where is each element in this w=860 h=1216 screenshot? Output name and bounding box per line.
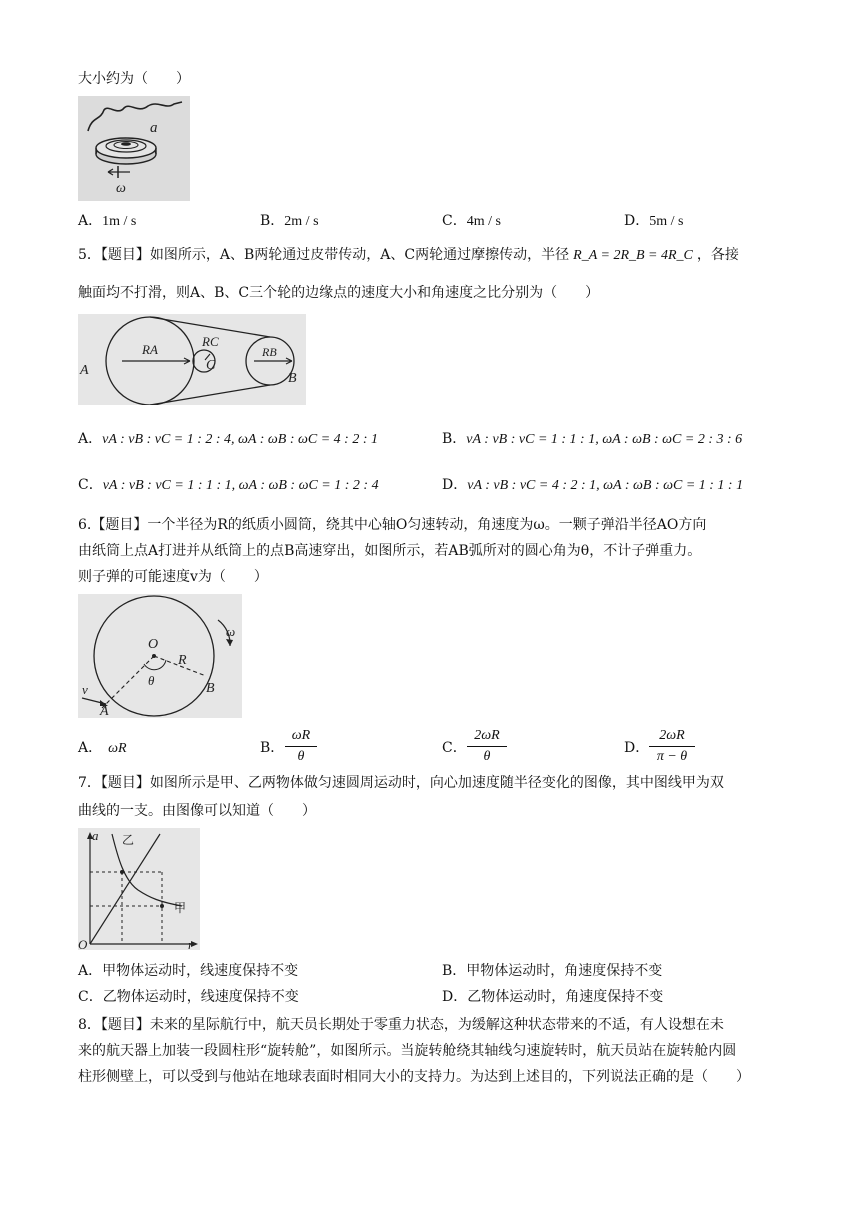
label-B: B [288,371,297,386]
label-A: A [100,704,109,718]
q7-stem-line1: 7．【题目】如图所示是甲、乙两物体做匀速圆周运动时，向心加速度随半径变化的图像，其中图线甲为双 [78,775,724,791]
q6-option-b-fraction: ωR θ [284,726,318,767]
q7-option-a: A．甲物体运动时，线速度保持不变 [78,963,299,979]
q6-option-c-label: C． [442,740,467,756]
q4-figure [78,96,190,201]
label-axis-a: a [92,828,99,843]
q5-figure [78,314,306,405]
label-C: C [206,358,216,373]
label-RB: RB [262,345,277,359]
label-yi: 乙 [122,833,135,847]
q5-option-b: B．vA : vB : vC = 1 : 1 : 1, ωA : ωB : ωC = 2 : 3 : 6 [442,431,743,447]
label-RC: RC [202,334,219,349]
q7-option-b: B．甲物体运动时，角速度保持不变 [442,963,663,979]
q7-option-d: D．乙物体运动时，角速度保持不变 [442,989,664,1005]
q6-option-d-fraction: 2ωR π − θ [648,726,696,767]
label-RA: RA [142,342,158,357]
label-R: R [178,653,187,668]
pulley-diagram [78,314,306,405]
q5-option-c: C．vA : vB : vC = 1 : 1 : 1, ωA : ωB : ωC = 1 : 2 : 4 [78,477,379,493]
q4-option-a: A．1m / s [78,213,137,229]
label-omega: ω [226,624,236,639]
q8-stem-line3: 柱形侧壁上，可以受到与他站在地球表面时相同大小的支持力。为达到上述目的，下列说法正确的是（ ） [78,1069,750,1085]
q4-option-c: C．4m / s [442,213,501,229]
q6-option-c-fraction: 2ωR θ [466,726,508,767]
q4-option-b: B．2m / s [260,213,319,229]
q5-stem-line2: 触面均不打滑，则A、B、C三个轮的边缘点的速度大小和角速度之比分别为（ ） [78,285,600,301]
q7-option-c: C．乙物体运动时，线速度保持不变 [78,989,299,1005]
coil-disc-diagram [78,96,190,201]
cylinder-bullet-diagram [78,594,242,718]
label-theta: θ [148,673,155,688]
q6-stem-line1: 6.【题目】一个半径为R的纸质小圆筒，绕其中心轴O匀速转动，角速度为ω。一颗子弹沿半径AO方向 [78,517,707,533]
q5-option-d: D．vA : vB : vC = 4 : 2 : 1, ωA : ωB : ωC = 1 : 1 : 1 [442,477,744,493]
q5-stem-line1: 5．【题目】如图所示，A、B两轮通过皮带传动，A、C两轮通过摩擦传动，半径 R_A = 2R_B = 4R_C ，各接 [78,247,739,263]
label-jia: 甲 [174,901,187,915]
q6-stem-line2: 由纸筒上点A打进并从纸筒上的点B高速穿出，如图所示，若AB弧所对的圆心角为θ，不计子弹重力。 [78,543,702,559]
q8-stem-line1: 8．【题目】未来的星际航行中，航天员长期处于零重力状态，为缓解这种状态带来的不适，有人设想在未 [78,1017,724,1033]
q4-stem-tail: 大小约为（ ） [78,71,190,87]
q6-figure [78,594,242,718]
label-A: A [80,363,89,378]
q4-option-d: D．5m / s [624,213,684,229]
q5-option-a: A．vA : vB : vC = 1 : 2 : 4, ωA : ωB : ωC = 4 : 2 : 1 [78,431,378,447]
acceleration-radius-graph [78,828,200,950]
label-a: a [150,120,158,136]
label-v: v [82,682,88,697]
q6-stem-line3: 则子弹的可能速度v为（ ） [78,569,268,585]
label-axis-r: r [188,937,194,950]
q6-option-a: A． ωR [78,740,127,756]
label-omega: ω [116,181,126,196]
q6-option-b-label: B． [260,740,285,756]
label-B: B [206,681,215,696]
q6-option-d-label: D． [624,740,650,756]
q7-figure [78,828,200,950]
q7-stem-line2: 曲线的一支。由图像可以知道（ ） [78,803,316,819]
label-origin: O [78,937,88,950]
q8-stem-line2: 来的航天器上加装一段圆柱形“旋转舱”，如图所示。当旋转舱绕其轴线匀速旋转时，航天员站在旋转舱内圆 [78,1043,737,1059]
label-O: O [148,637,159,652]
q5-radius-formula: R_A = 2R_B = 4R_C [573,248,693,263]
